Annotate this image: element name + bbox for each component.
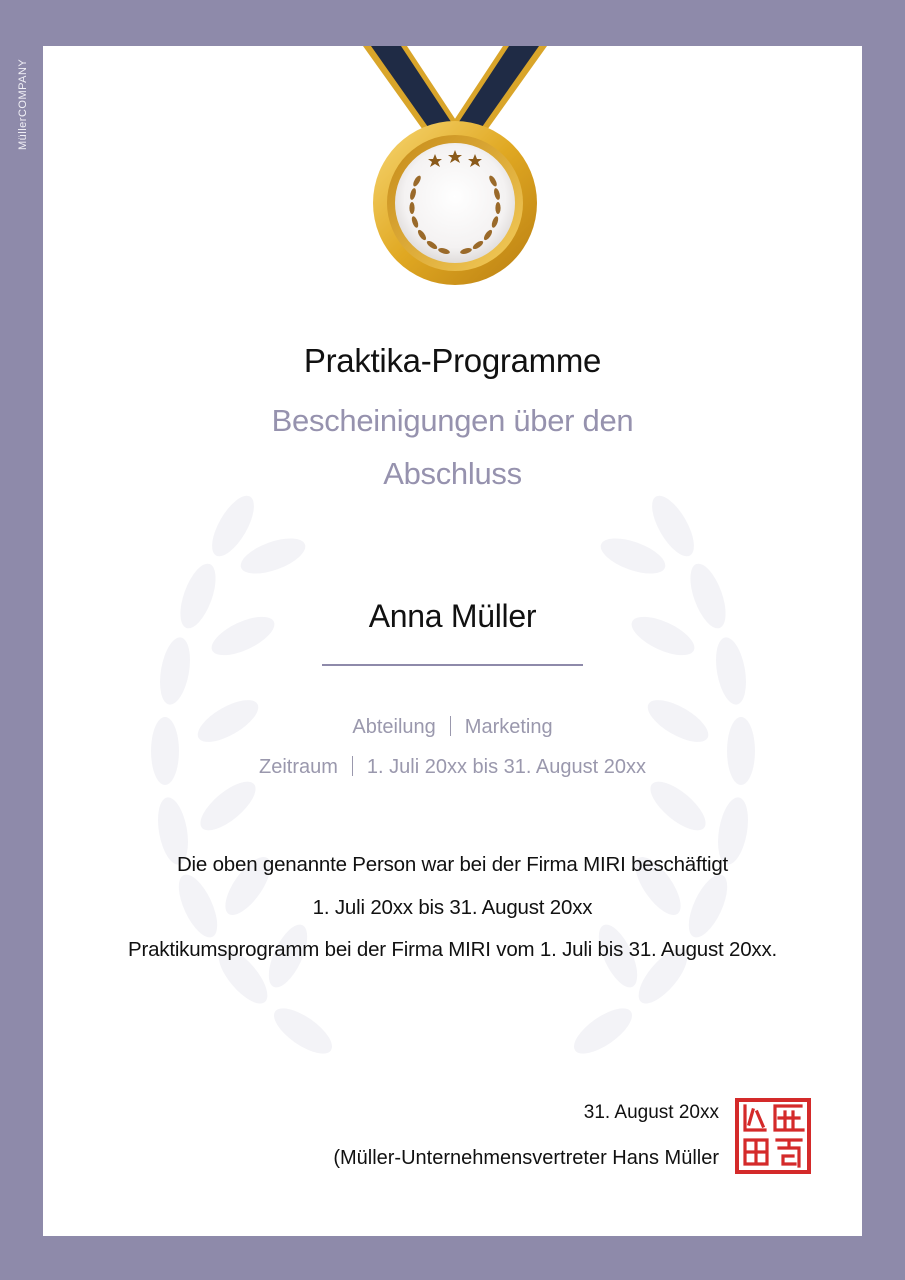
period-value: 1. Juli 20xx bis 31. August 20xx: [366, 756, 646, 778]
body-line-3: Praktikumsprogramm bei der Firma MIRI vom 1. Juli bis 31. August 20xx.: [127, 938, 778, 961]
signatory-name: (Müller-Unternehmensvertreter Hans Müller: [333, 1147, 719, 1169]
subtitle-line-1: Bescheinigungen über den: [271, 403, 634, 438]
name-underline: [322, 664, 583, 666]
divider: [352, 756, 353, 776]
recipient-name: Anna Müller: [368, 598, 537, 634]
subtitle-line-2: Abschluss: [383, 456, 522, 491]
department-label: Abteilung: [352, 716, 436, 738]
seal-stamp-icon: [735, 1098, 811, 1174]
certificate-subtitle: [43, 394, 862, 500]
signature-date: 31. August 20xx: [583, 1102, 719, 1123]
body-line-1: Die oben genannte Person war bei der Firma MIRI beschäftigt: [176, 853, 729, 876]
divider: [450, 716, 451, 736]
period-row: [43, 756, 862, 779]
body-line-2: 1. Juli 20xx bis 31. August 20xx: [312, 896, 593, 919]
side-brand-text: MüllerCOMPANY: [17, 58, 29, 150]
certificate-title: Praktika-Programme: [303, 342, 602, 379]
certificate-sheet: [43, 46, 862, 1236]
department-value: Marketing: [464, 716, 553, 738]
period-label: Zeitraum: [259, 756, 338, 778]
department-row: [43, 716, 862, 739]
gold-medal-icon: [355, 46, 555, 291]
